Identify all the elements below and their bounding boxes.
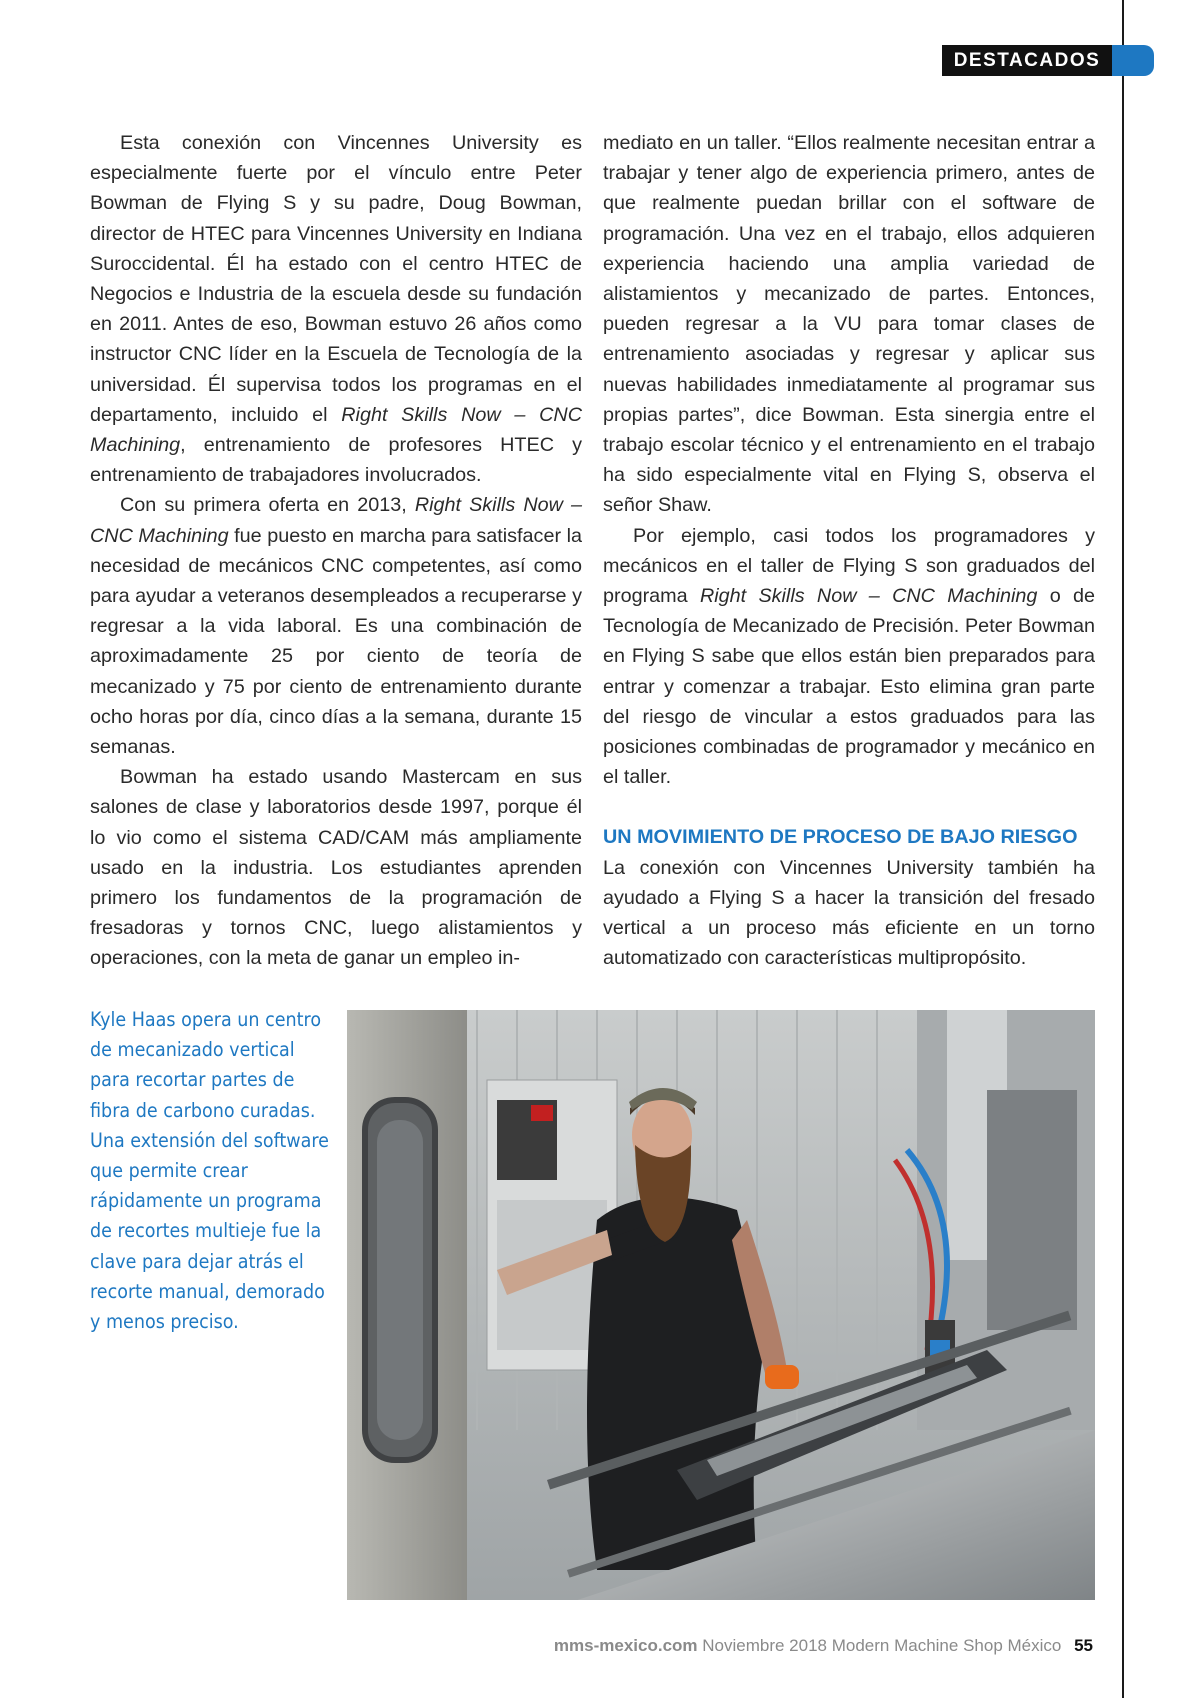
section-tab-accent [1112, 45, 1154, 76]
photo-caption: Kyle Haas opera un centro de mecanizado vertical para recortar partes de fibra de carbono curadas. Una extensión del software que permite crear rápidamente un programa de recortes multieje fue la clave para dejar atrás el recorte manual, demorado y menos preciso. [90, 1008, 329, 1334]
section-subheading: UN MOVIMIENTO DE PROCESO DE BAJO RIESGO [603, 826, 1078, 849]
footer-issue: Noviembre 2018 Modern Machine Shop México [702, 1636, 1062, 1655]
page-footer [0, 1633, 1093, 1659]
paragraph: La conexión con Vincennes University también ha ayudado a Flying S a hacer la transición del fresado vertical a un proceso más eficiente en un torno automatizado con características multipropósito. [603, 856, 1095, 970]
article-column-left [90, 128, 582, 974]
machinist-photo [347, 1010, 1095, 1600]
paragraph: Por ejemplo, casi todos los programadores y mecánicos en el taller de Flying S son graduados del programa Right Skills Now – CNC Machining o de Tecnología de Mecanizado de Precisión. Peter Bowman en Flying S sabe que ellos están bien preparados para entrar y comenzar a trabajar. Esto elimina gran parte del riesgo de vincular a estos graduados para las posiciones combinadas de programador y mecánico en el taller. [603, 524, 1096, 789]
page-edge-line [1122, 0, 1124, 1698]
page-number: 55 [1074, 1636, 1093, 1655]
paragraph: Esta conexión con Vincennes University es especialmente fuerte por el vínculo entre Peter Bowman de Flying S y su padre, Doug Bowman, director de HTEC para Vincennes University en Indiana Suroccidental. Él ha estado con el centro HTEC de Negocios e Industria de la escuela desde su fundación en 2011. Antes de eso, Bowman estuvo 26 años como instructor CNC líder en la Escuela de Tecnología de la universidad. Él supervisa todos los programas en el departamento, incluido el Right Skills Now – CNC Machining, entrenamiento de profesores HTEC y entrenamiento de trabajadores involucrados. [90, 132, 582, 487]
footer-site: mms-mexico.com [553, 1636, 698, 1655]
paragraph: mediato en un taller. “Ellos realmente necesitan entrar a trabajar y tener algo de experiencia primero, antes de que realmente puedan brillar con el software de programación. Una vez en el trabajo, ellos adquieren experiencia haciendo una amplia variedad de alistamientos y mecanizado de partes. Entonces, pueden regresar a la VU para tomar clases de entrenamiento asociadas y regresar y aplicar sus nuevas habilidades inmediatamente al programar sus propias partes”, dice Bowman. Esta sinergia entre el trabajo escolar técnico y el entrenamiento en el trabajo ha sido especialmente vital en Flying S, observa el señor Shaw. [603, 132, 1095, 517]
section-tab: DESTACADOS [942, 45, 1112, 76]
article-column-right [603, 128, 1095, 973]
paragraph: Bowman ha estado usando Mastercam en sus salones de clase y laboratorios desde 1997, porque él lo vio como el sistema CAD/CAM más ampliamente usado en la industria. Los estudiantes aprenden primero los fundamentos de la programación de fresadoras y tornos CNC, luego alistamientos y operaciones, con la meta de ganar un empleo in- [90, 766, 582, 970]
photo-illustration [347, 1010, 1095, 1600]
paragraph: Con su primera oferta en 2013, Right Skills Now – CNC Machining fue puesto en marcha para satisfacer la necesidad de mecánicos CNC competentes, así como para ayudar a veteranos desempleados a recuperarse y regresar a la vida laboral. Es una combinación de aproximadamente 25 por ciento de teoría de mecanizado y 75 por ciento de entrenamiento durante ocho horas por día, cinco días a la semana, durante 15 semanas. [90, 494, 582, 759]
